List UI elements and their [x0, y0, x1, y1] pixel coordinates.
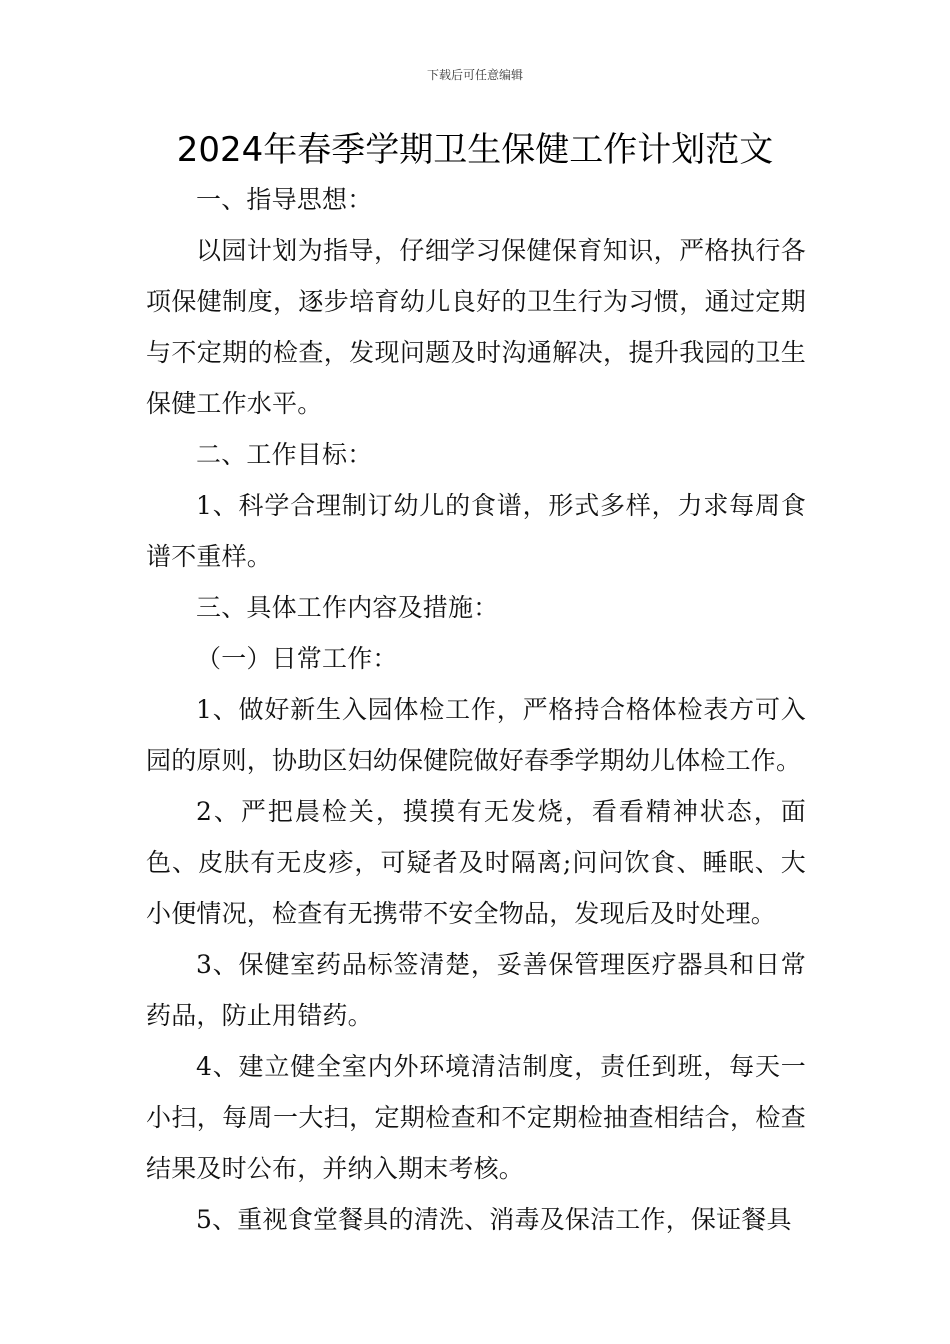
- section-heading-work-goals: 二、工作目标：: [196, 440, 373, 469]
- subsection-heading-daily-work: （一）日常工作：: [196, 644, 398, 673]
- document-body: [146, 174, 806, 1245]
- section-heading-guiding-thought: 一、指导思想：: [196, 185, 373, 214]
- section-heading-work-content: 三、具体工作内容及措施：: [196, 593, 499, 622]
- paragraph-item-2: 2、严把晨检关，摸摸有无发烧，看看精神状态，面色、皮肤有无皮疹，可疑者及时隔离;问问饮食、睡眠、大小便情况，检查有无携带不安全物品，发现后及时处理。: [146, 797, 806, 928]
- paragraph-item-5: 5、重视食堂餐具的清洗、消毒及保洁工作，保证餐具: [196, 1205, 792, 1234]
- header-note: 下载后可任意编辑: [426, 68, 523, 82]
- paragraph-item-4: 4、建立健全室内外环境清洁制度，责任到班，每天一小扫，每周一大扫，定期检查和不定期检抽查相结合，检查结果及时公布，并纳入期末考核。: [146, 1052, 806, 1183]
- paragraph-item-3: 3、保健室药品标签清楚，妥善保管理医疗器具和日常药品，防止用错药。: [146, 950, 806, 1030]
- paragraph-item-1: 1、做好新生入园体检工作，严格持合格体检表方可入园的原则，协助区妇幼保健院做好春季学期幼儿体检工作。: [146, 695, 806, 775]
- paragraph-goal-1: 1、科学合理制订幼儿的食谱，形式多样，力求每周食谱不重样。: [146, 491, 806, 571]
- paragraph-guiding-thought: 以园计划为指导，仔细学习保健保育知识，严格执行各项保健制度，逐步培育幼儿良好的卫生行为习惯，通过定期与不定期的检查，发现问题及时沟通解决，提升我园的卫生保健工作水平。: [146, 236, 806, 418]
- document-title: 2024年春季学期卫生保健工作计划范文: [176, 130, 774, 170]
